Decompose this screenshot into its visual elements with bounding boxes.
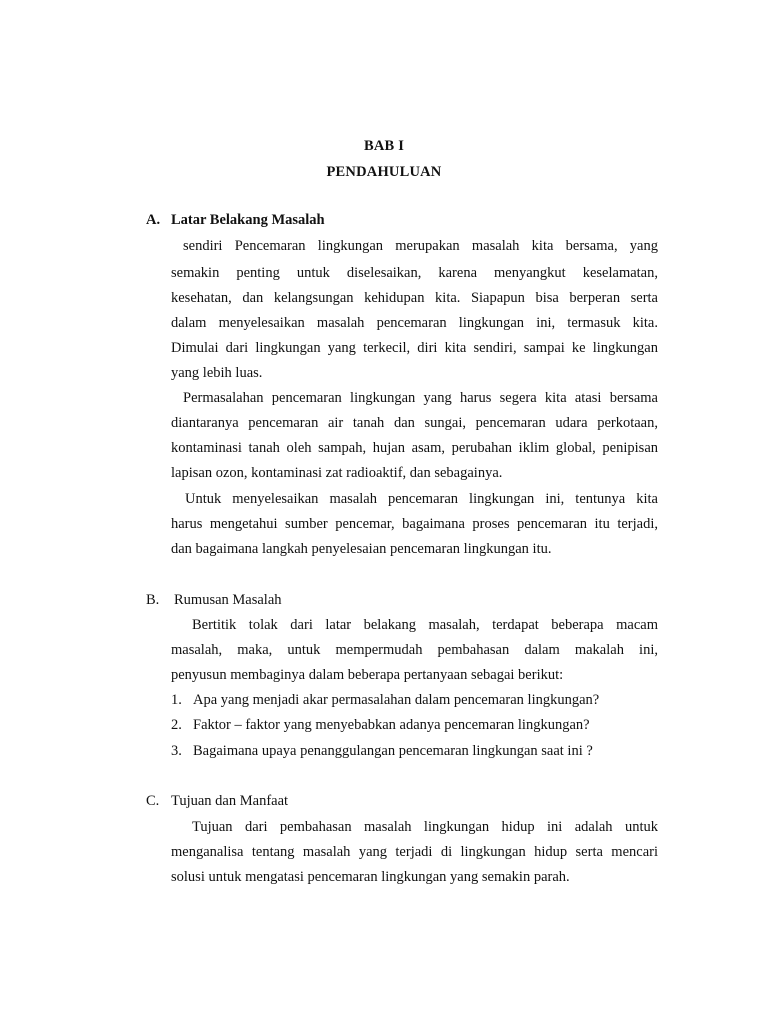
section-c-line: menganalisa tentang masalah yang terjadi di lingkungan hidup serta mencari [171,844,658,860]
list-item-text: Apa yang menjadi akar permasalahan dalam pencemaran lingkungan? [193,692,600,708]
section-c-marker: C. [146,793,160,809]
section-c-line: Tujuan dari pembahasan masalah lingkungan hidup ini adalah untuk [192,819,658,835]
section-b-line: masalah, maka, untuk mempermudah pembahasan dalam makalah ini, [171,642,658,658]
list-item-number: 2. [171,717,182,733]
section-b-heading [146,591,282,609]
list-item [171,691,599,709]
section-a-line: Dimulai dari lingkungan yang terkecil, diri kita sendiri, sampai ke lingkungan [171,340,658,356]
section-c-line: solusi untuk mengatasi pencemaran lingkungan yang semakin parah. [171,869,570,885]
section-a-line: lapisan ozon, kontaminasi zat radioaktif, dan sebagainya. [171,465,503,481]
list-item-text: Bagaimana upaya penanggulangan pencemaran lingkungan saat ini ? [193,743,593,759]
section-a-line: yang lebih luas. [171,365,263,381]
section-c-heading [146,792,288,810]
chapter-title: PENDAHULUAN [326,164,442,180]
chapter-number: BAB I [363,138,405,154]
list-item-number: 1. [171,692,182,708]
section-a-line: kesehatan, dan kelangsungan kehidupan kita. Siapapun bisa berperan serta [171,290,658,306]
list-item-number: 3. [171,743,182,759]
section-a-line: Untuk menyelesaikan masalah pencemaran lingkungan ini, tentunya kita [185,491,658,507]
section-a-line: kontaminasi tanah oleh sampah, hujan asam, perubahan iklim global, penipisan [171,440,658,456]
section-a-line: dalam menyelesaikan masalah pencemaran lingkungan ini, termasuk kita. [171,315,658,331]
section-a-marker: A. [146,212,161,228]
list-item [171,742,593,760]
list-item-text: Faktor – faktor yang menyebabkan adanya pencemaran lingkungan? [193,717,590,733]
section-a-heading [146,211,325,229]
section-a-line: Permasalahan pencemaran lingkungan yang harus segera kita atasi bersama [183,390,658,406]
section-a-title: Latar Belakang Masalah [171,212,325,228]
section-b-line: Bertitik tolak dari latar belakang masalah, terdapat beberapa macam [192,617,658,633]
list-item [171,716,590,734]
section-c-title: Tujuan dan Manfaat [171,793,289,809]
section-b-line: penyusun membaginya dalam beberapa pertanyaan sebagai berikut: [171,667,564,683]
section-b-marker: B. [146,592,160,608]
section-a-line: diantaranya pencemaran air tanah dan sungai, pencemaran udara perkotaan, [171,415,658,431]
section-a-line: harus mengetahui sumber pencemar, bagaimana proses pencemaran itu terjadi, [171,516,658,532]
section-a-line: sendiri Pencemaran lingkungan merupakan masalah kita bersama, yang [183,238,658,254]
section-a-line: dan bagaimana langkah penyelesaian pencemaran lingkungan itu. [171,541,552,557]
section-a-line: semakin penting untuk diselesaikan, karena menyangkut keselamatan, [171,265,658,281]
section-b-title: Rumusan Masalah [174,592,282,608]
